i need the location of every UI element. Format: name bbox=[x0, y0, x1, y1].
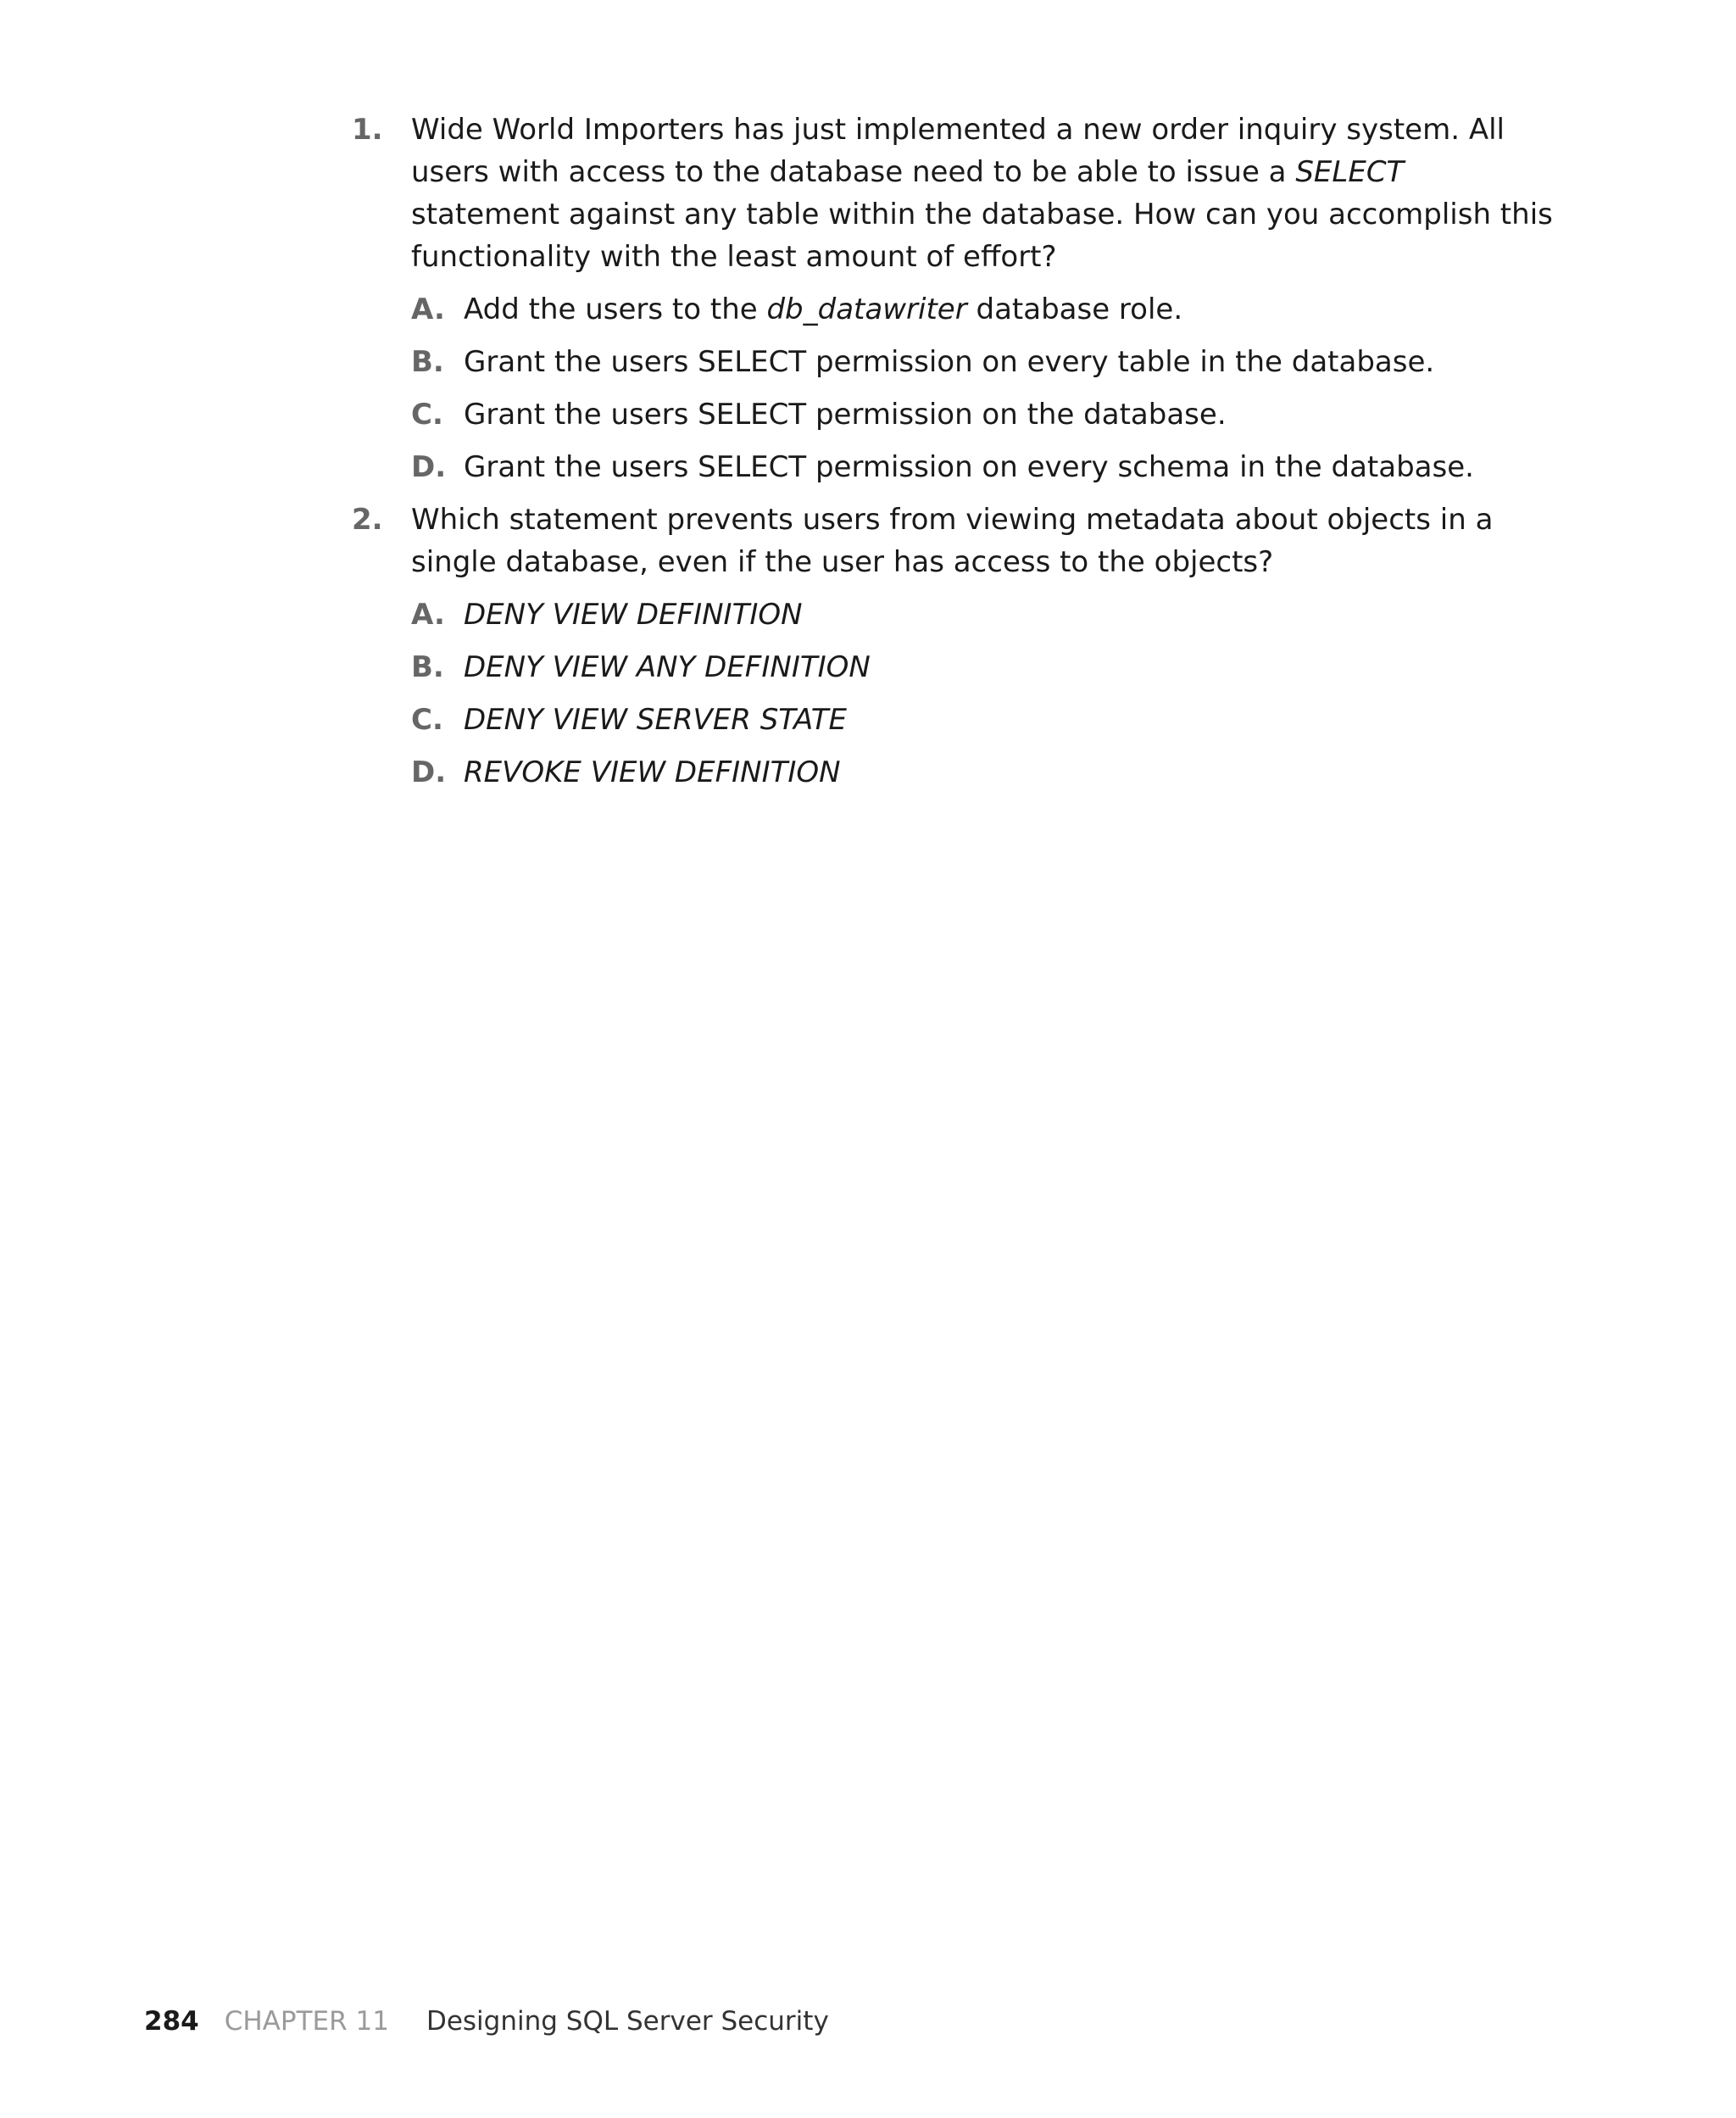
answer-option-d: D. Grant the users SELECT permission on every schema in the database. bbox=[411, 446, 1555, 488]
page-footer bbox=[144, 2003, 829, 2040]
option-letter: C. bbox=[411, 703, 443, 737]
page-number: 284 bbox=[144, 2006, 199, 2037]
option-letter: D. bbox=[411, 755, 447, 789]
answer-option-d: D. REVOKE VIEW DEFINITION bbox=[411, 751, 1555, 794]
option-letter: B. bbox=[411, 650, 444, 684]
question-list bbox=[352, 109, 1555, 804]
question-text: Which statement prevents users from viewing metadata about objects in a single database, even if the user has access to the objects? bbox=[411, 503, 1494, 579]
answer-option-c: C. DENY VIEW SERVER STATE bbox=[411, 699, 1555, 741]
chapter-title: Designing SQL Server Security bbox=[426, 2006, 829, 2037]
question-1 bbox=[352, 109, 1555, 488]
answer-options bbox=[411, 594, 1555, 794]
option-letter: C. bbox=[411, 398, 443, 432]
question-text: Wide World Importers has just implemented a new order inquiry system. All users with access to the database need to be able to issue a SELECT statement against any table within the database. How can you accomplish this functionality with the least amount of effort? bbox=[411, 113, 1553, 274]
question-2 bbox=[352, 499, 1555, 794]
answer-option-b: B. Grant the users SELECT permission on every table in the database. bbox=[411, 341, 1555, 383]
option-letter: A. bbox=[411, 598, 445, 632]
answer-option-a: A. Add the users to the db_datawriter database role. bbox=[411, 288, 1555, 331]
answer-option-b: B. DENY VIEW ANY DEFINITION bbox=[411, 646, 1555, 688]
answer-option-a: A. DENY VIEW DEFINITION bbox=[411, 594, 1555, 636]
question-number: 2. bbox=[352, 503, 383, 537]
answer-options bbox=[411, 288, 1555, 488]
option-letter: A. bbox=[411, 293, 445, 326]
option-letter: B. bbox=[411, 345, 444, 379]
question-number: 1. bbox=[352, 113, 383, 147]
chapter-label: CHAPTER 11 bbox=[224, 2006, 389, 2037]
answer-option-c: C. Grant the users SELECT permission on the database. bbox=[411, 393, 1555, 436]
option-letter: D. bbox=[411, 450, 447, 484]
